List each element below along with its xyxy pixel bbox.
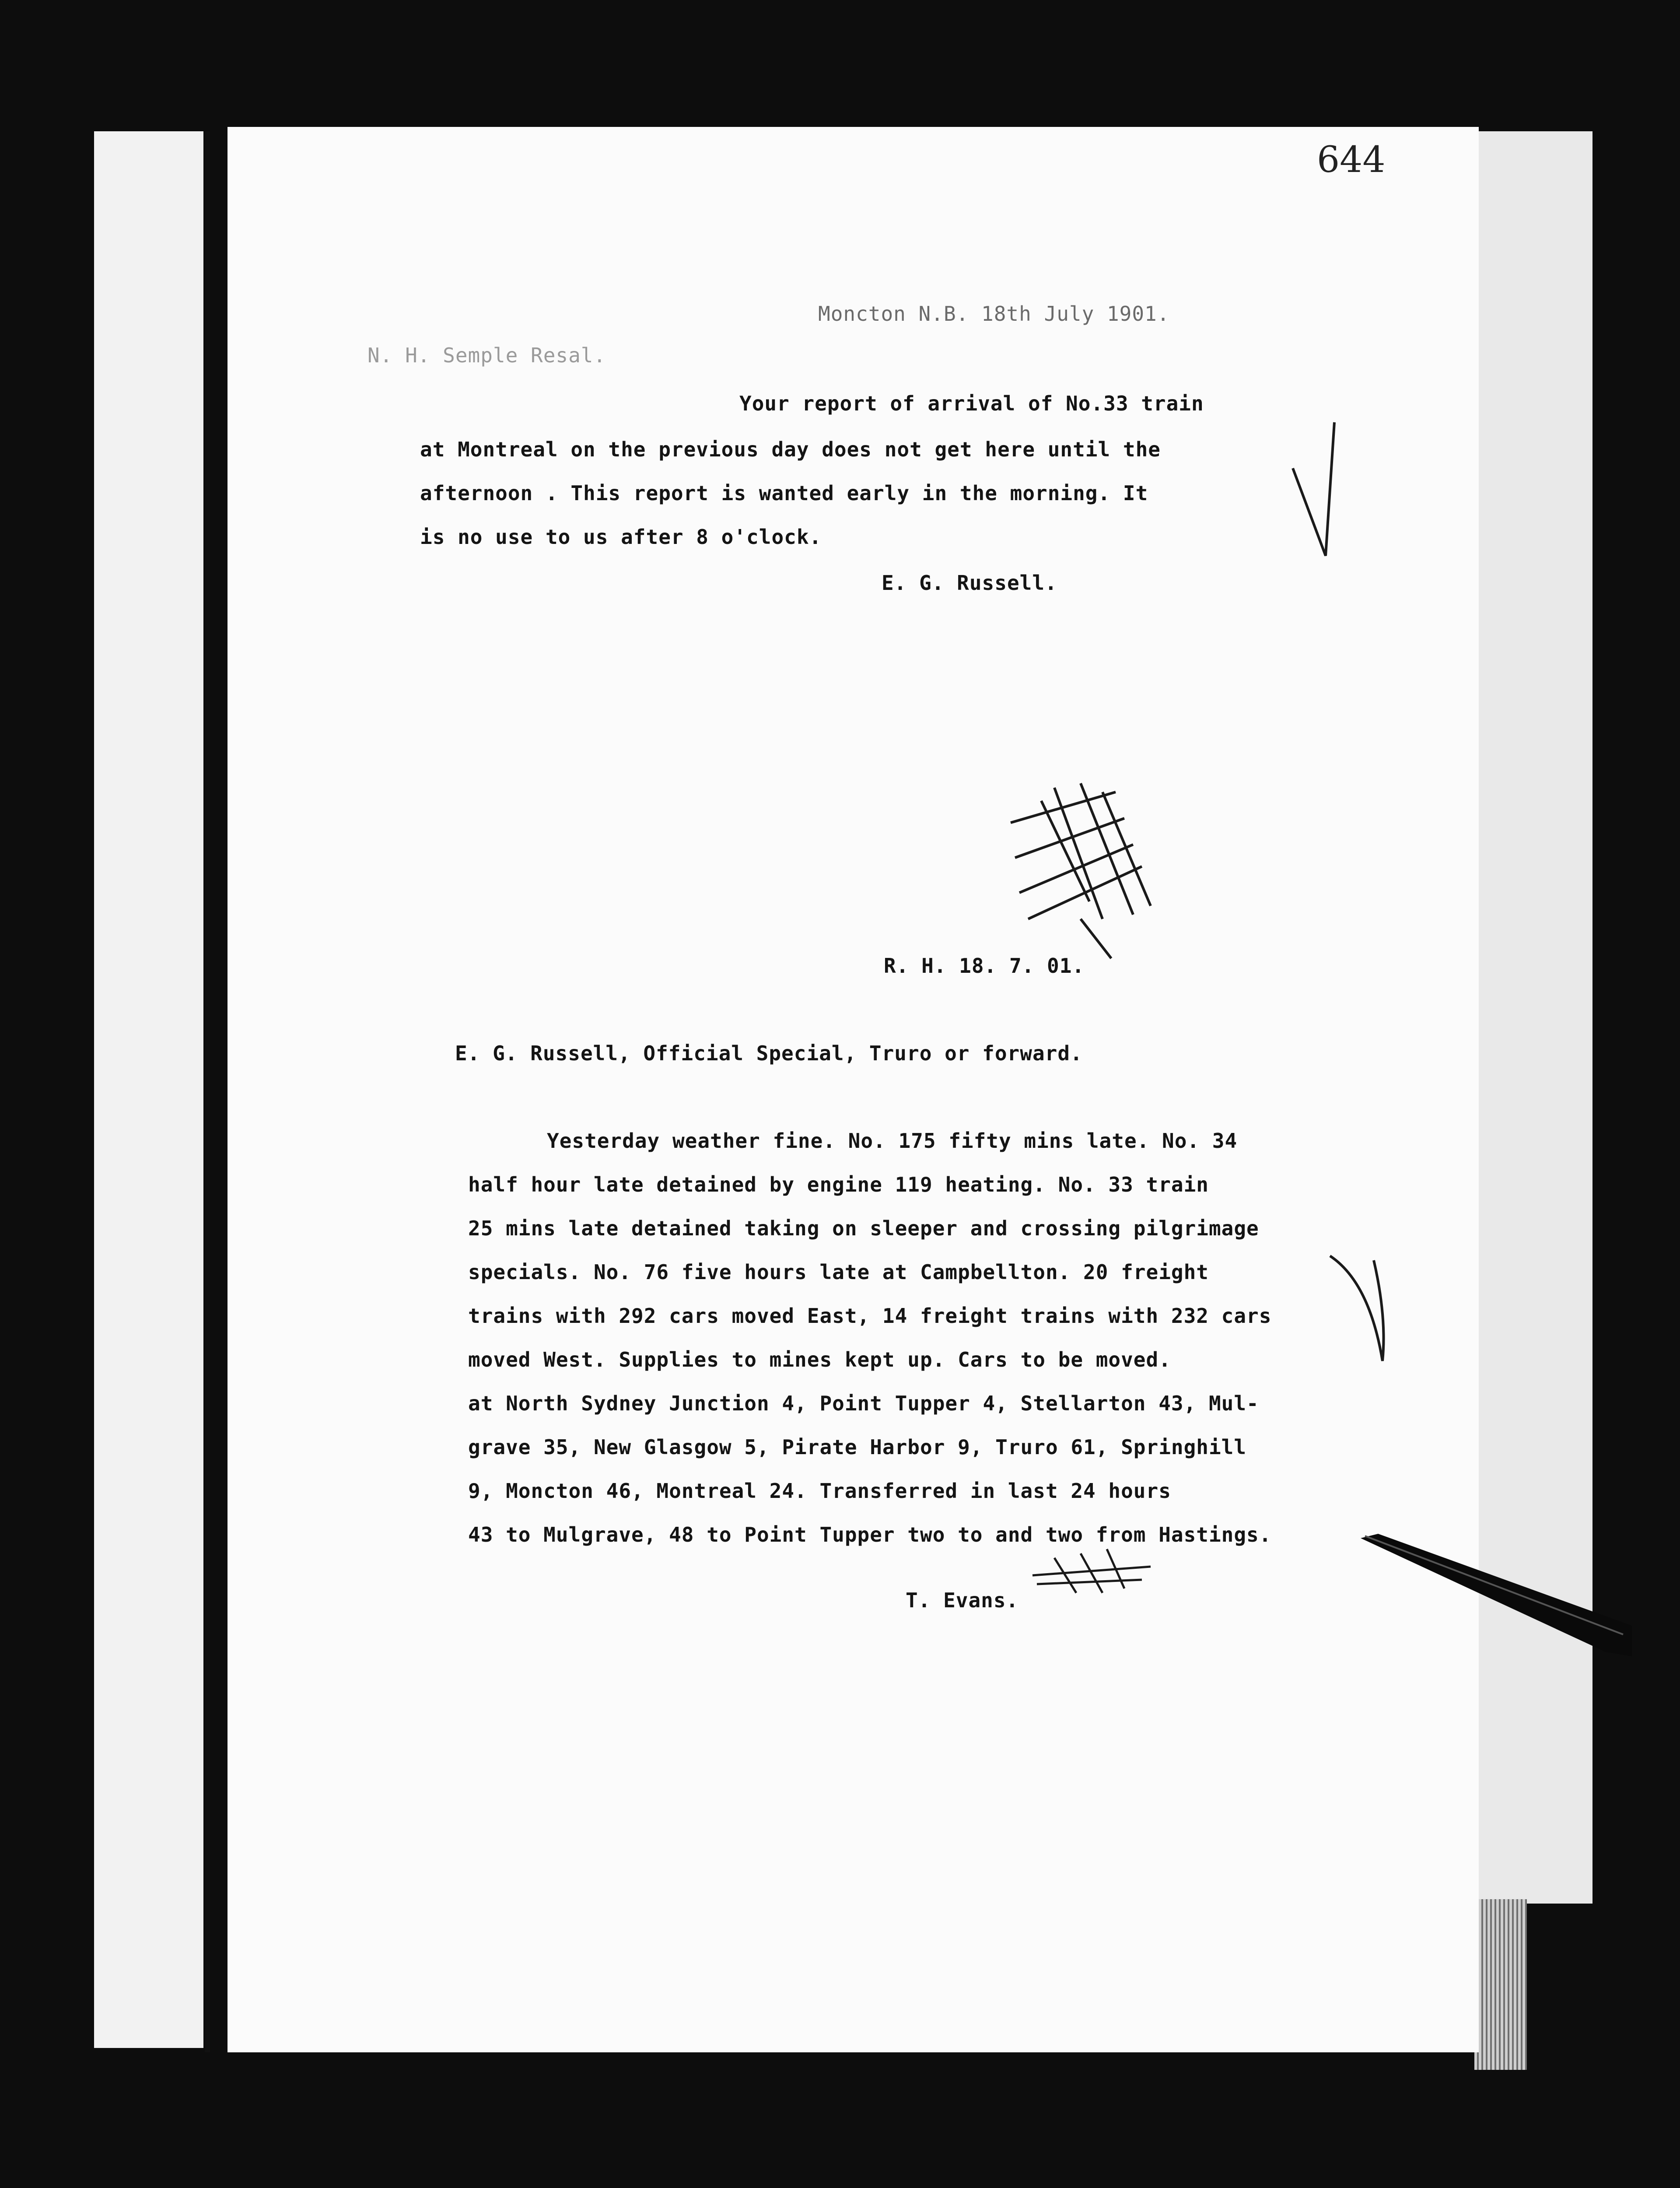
letter2-body-line: 43 to Mulgrave, 48 to Point Tupper two to and two from Hastings. [468,1523,1272,1546]
letter2-body-line: half hour late detained by engine 119 heating. No. 33 train [468,1173,1209,1196]
letter1-signature: E. G. Russell. [882,571,1057,595]
check-mark-icon [1291,420,1348,565]
letter1-body-line: is no use to us after 8 o'clock. [420,525,822,549]
letter1-dateline: Moncton N.B. 18th July 1901. [818,302,1170,326]
letter2-reference: R. H. 18. 7. 01. [884,954,1085,978]
letter2-body-line: moved West. Supplies to mines kept up. Cars to be moved. [468,1348,1171,1371]
letter1-body-line: Your report of arrival of No.33 train [739,392,1204,415]
crosshatch-mark-icon [1002,775,1168,963]
letter1-body-line: afternoon . This report is wanted early in the morning. It [420,481,1148,505]
letter2-body-line: 9, Moncton 46, Montreal 24. Transferred in last 24 hours [468,1479,1171,1503]
stacked-page-edges [1474,1899,1527,2070]
left-page-strip [94,131,203,2048]
document-page [228,127,1479,2052]
letter1-addressee: N. H. Semple Resal. [368,344,606,367]
check-mark-icon [1326,1252,1396,1374]
pen-icon [1361,1534,1632,1656]
letter2-addressee: E. G. Russell, Official Special, Truro or forward. [455,1041,1083,1065]
letter2-body-line: 25 mins late detained taking on sleeper and crossing pilgrimage [468,1217,1259,1240]
binding-shadow [205,131,210,2052]
letter2-body-line: at North Sydney Junction 4, Point Tupper 4, Stellarton 43, Mul- [468,1392,1259,1415]
letter2-signature: T. Evans. [906,1588,1019,1612]
letter1-body-line: at Montreal on the previous day does not get here until the [420,438,1161,461]
letter2-body-line: Yesterday weather fine. No. 175 fifty mins late. No. 34 [547,1129,1238,1153]
letter2-body-line: trains with 292 cars moved East, 14 freight trains with 232 cars [468,1304,1272,1328]
scribble-mark-icon [1028,1540,1159,1597]
page-number: 644 [1317,139,1386,181]
letter2-body-line: grave 35, New Glasgow 5, Pirate Harbor 9, Truro 61, Springhill [468,1435,1247,1459]
letter2-body-line: specials. No. 76 five hours late at Campbellton. 20 freight [468,1260,1209,1284]
